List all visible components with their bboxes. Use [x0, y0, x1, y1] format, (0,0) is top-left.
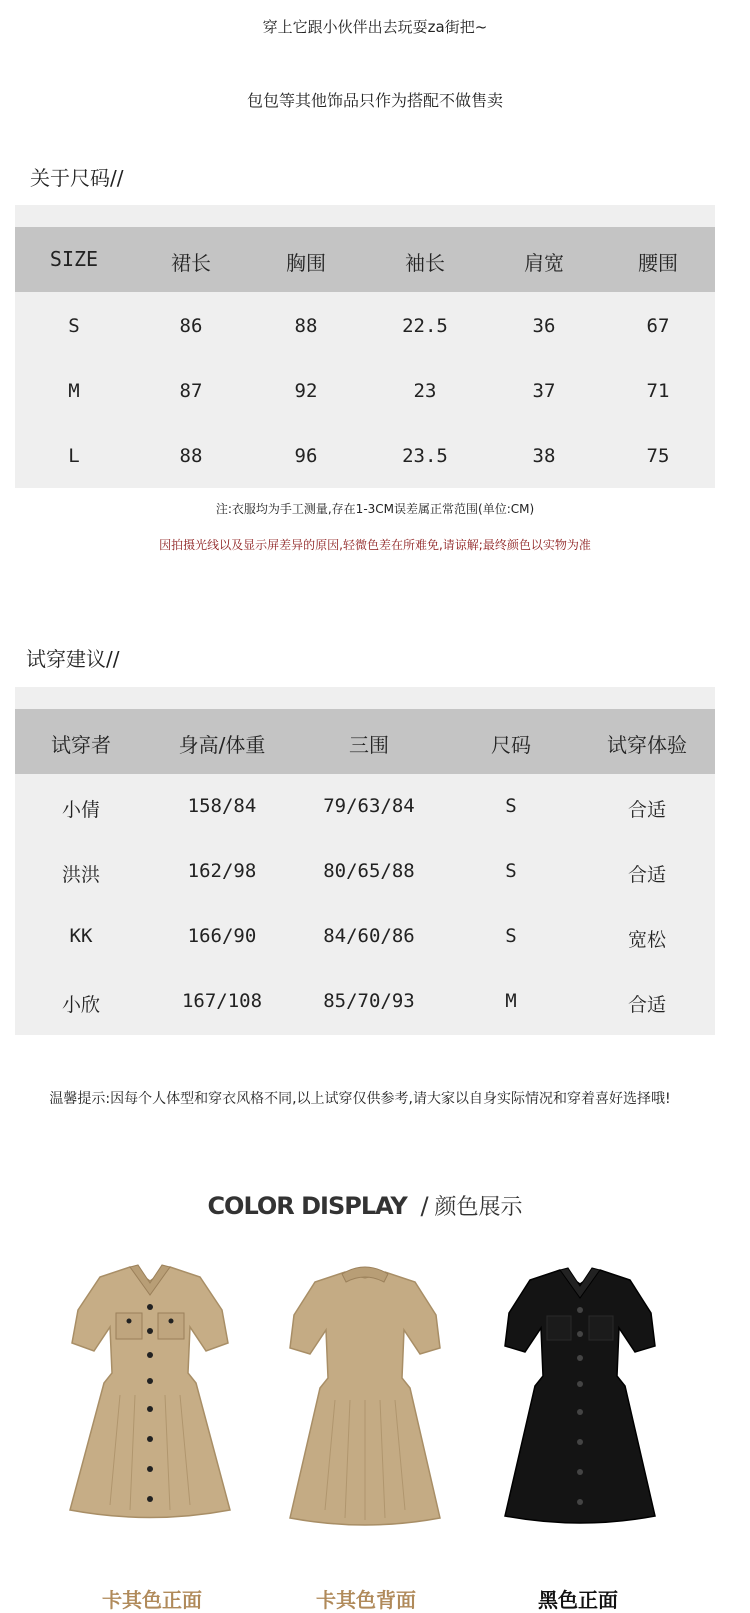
tryon-cell: 合适	[627, 994, 666, 1016]
dress-label-khaki-front: 卡其色正面	[102, 1588, 202, 1612]
tryon-cell: 79/63/84	[323, 795, 415, 817]
size-cell: 75	[646, 445, 670, 467]
size-cell: S	[68, 315, 80, 337]
size-header-cell: 肩宽	[524, 251, 564, 275]
size-cell: 67	[646, 315, 670, 337]
black-dress-front-image	[495, 1258, 665, 1533]
tryon-table-header	[15, 709, 715, 774]
tryon-header-cell: 试穿体验	[607, 733, 687, 757]
tryon-tip: 温馨提示:因每个人体型和穿衣风格不同,以上试穿仅供参考,请大家以自身实际情况和穿着喜好选择哦!	[49, 1091, 671, 1107]
size-cell: 71	[646, 380, 670, 402]
tryon-cell: 85/70/93	[323, 990, 415, 1012]
size-table-header	[15, 227, 715, 292]
tryon-cell: 小倩	[61, 799, 100, 821]
size-section-title: 关于尺码//	[30, 166, 124, 190]
size-cell: 23.5	[402, 445, 448, 467]
size-cell: 88	[294, 315, 318, 337]
tryon-cell: S	[505, 925, 517, 947]
dress-label-black-front: 黑色正面	[538, 1588, 618, 1612]
tryon-cell: 158/84	[187, 795, 257, 817]
size-cell: 38	[532, 445, 556, 467]
tryon-table	[15, 687, 715, 1035]
tryon-cell: S	[505, 795, 517, 817]
size-cell: 36	[532, 315, 556, 337]
size-table	[15, 205, 715, 488]
color-display-title	[0, 1190, 730, 1221]
tryon-cell: 162/98	[187, 860, 257, 882]
color-difference-note: 因拍摄光线以及显示屏差异的原因,轻微色差在所难免,请谅解;最终颜色以实物为准	[159, 538, 591, 552]
tryon-cell: 合适	[627, 864, 666, 886]
tryon-cell: 167/108	[181, 990, 263, 1012]
size-cell: M	[68, 380, 80, 402]
size-cell: 87	[179, 380, 203, 402]
intro-line-2: 包包等其他饰品只作为搭配不做售卖	[246, 91, 503, 110]
size-header-cell: 裙长	[171, 251, 211, 275]
intro-line-1: 穿上它跟小伙伴出去玩耍za街把~	[262, 18, 488, 36]
size-header-cell: 袖长	[405, 251, 445, 275]
size-cell: 37	[532, 380, 556, 402]
tryon-cell: KK	[69, 925, 93, 947]
tryon-cell: 合适	[627, 799, 666, 821]
tryon-cell: 166/90	[187, 925, 257, 947]
tryon-cell: S	[505, 860, 517, 882]
size-cell: 86	[179, 315, 203, 337]
color-display-title-cn: 颜色展示	[434, 1195, 523, 1220]
khaki-dress-front-image	[60, 1255, 240, 1530]
tryon-header-cell: 试穿者	[51, 733, 111, 757]
tryon-cell: 80/65/88	[323, 860, 415, 882]
tryon-section-title: 试穿建议//	[26, 647, 120, 671]
khaki-dress-back-image	[280, 1260, 450, 1535]
tryon-cell: 小欣	[61, 994, 100, 1016]
size-cell: 22.5	[402, 315, 448, 337]
size-header-cell: 胸围	[286, 251, 326, 275]
color-display-separator: /	[420, 1192, 429, 1220]
size-cell: 88	[179, 445, 203, 467]
tryon-cell: M	[505, 990, 517, 1012]
tryon-cell: 宽松	[627, 929, 666, 951]
size-cell: L	[68, 445, 80, 467]
tryon-header-cell: 三围	[349, 733, 389, 757]
tryon-header-cell: 尺码	[491, 733, 531, 757]
measurement-note: 注:衣服均为手工测量,存在1-3CM误差属正常范围(单位:CM)	[215, 502, 535, 516]
size-header-cell: SIZE	[49, 247, 99, 271]
size-cell: 23	[413, 380, 437, 402]
size-cell: 92	[294, 380, 318, 402]
size-cell: 96	[294, 445, 318, 467]
size-header-cell: 腰围	[638, 251, 678, 275]
tryon-cell: 84/60/86	[323, 925, 415, 947]
dress-label-khaki-back: 卡其色背面	[316, 1588, 416, 1612]
color-display-title-en: COLOR DISPLAY	[207, 1192, 407, 1220]
tryon-cell: 洪洪	[61, 864, 100, 886]
tryon-header-cell: 身高/体重	[178, 733, 266, 757]
